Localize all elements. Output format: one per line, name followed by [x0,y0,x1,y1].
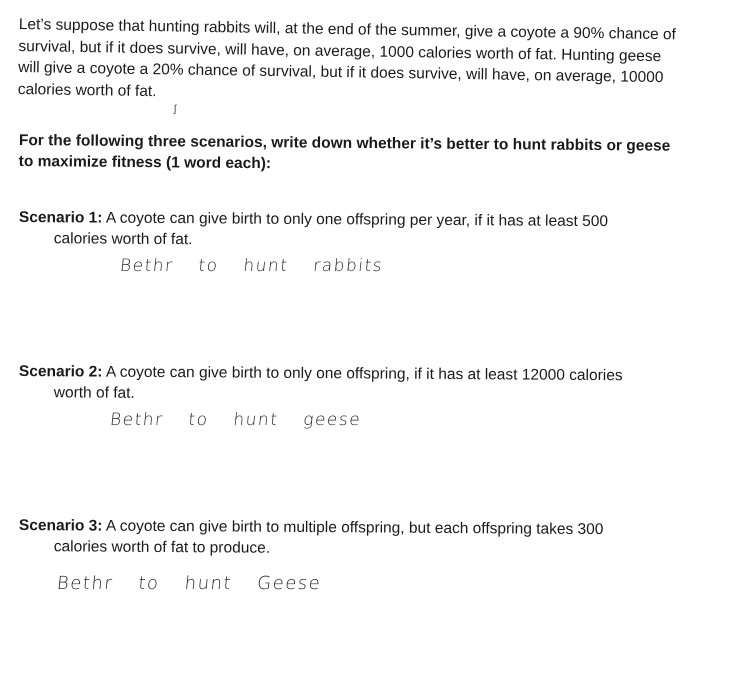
handwritten-answer-3: Bethr to hunt Geese [55,573,323,594]
scenario-text: A coyote can give birth to only one offspring per year, if it has at least 500 [105,209,609,231]
scenario-label: Scenario 2: [18,362,103,381]
pencil-mark: ʃ [174,104,177,115]
scenario-1 [19,208,659,253]
handwritten-answer-2: Bethr to hunt geese [108,410,363,430]
scenario-text: A coyote can give birth to only one offspring, if it has at least 12000 calories [105,363,623,385]
scenario-2 [19,362,659,407]
scenario-text-continued: calories worth of fat to produce. [53,537,271,557]
scenario-label: Scenario 1: [18,208,103,227]
instructions-heading: For the following three scenarios, write down whether it’s better to hunt rabbits or geese to maximize fitness (1 word each): [18,131,671,173]
scenario-text: A coyote can give birth to multiple offspring, but each offspring takes 300 [105,517,604,539]
scenario-text-continued: worth of fat. [53,383,135,402]
scenario-text-continued: calories worth of fat. [53,229,193,248]
intro-paragraph: Let’s suppose that hunting rabbits will, at the end of the summer, give a coyote a 90% chance of survival, but if it does survive, will have, on average, 1000 calories worth of fat. Hunting geese will give a coyote a 20% chance of survival, but if it does survive, will have, on average, 10000 calories worth of fat. [17,15,677,100]
handwritten-answer-1: Bethr to hunt rabbits [118,256,385,276]
scenario-3 [19,516,659,561]
scenario-label: Scenario 3: [18,517,103,535]
